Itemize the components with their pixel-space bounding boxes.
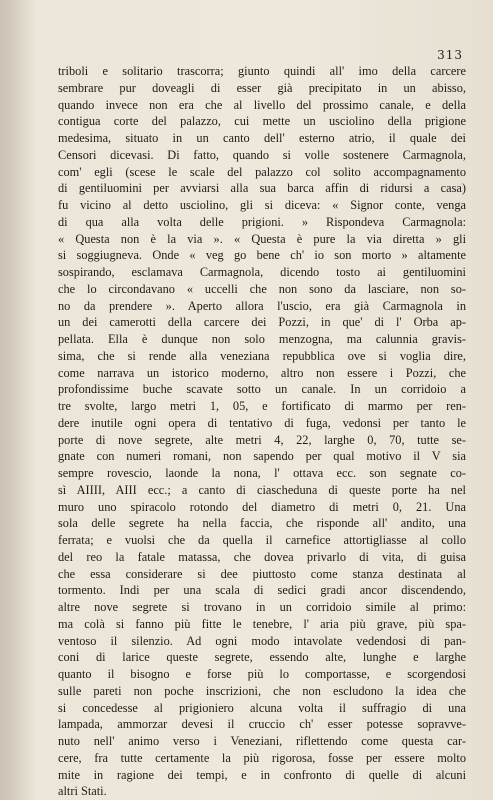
text-line: porte di nove segrete, alte metri 4, 22, larghe 0, 70, tutte se-	[58, 432, 466, 447]
text-line: muro uno spiracolo rotondo del diametro di metri 0, 21. Una	[58, 499, 466, 514]
text-line: altre nove segrete si trovano in un corridoio simile al primo:	[58, 600, 466, 614]
text-line: come narrava un istorico moderno, altro non essere i Pozzi, che	[58, 365, 466, 380]
text-line: che essa considerare si dee piuttosto come stanza destinata al	[58, 566, 466, 581]
text-line: gnate con numeri romani, non sapendo per qual motivo il V sia	[58, 449, 466, 464]
text-line: dere inutile ogni opera di tentativo di fuga, vedonsi per tanto le	[58, 415, 466, 430]
page-number: 313	[437, 48, 463, 62]
text-line: ferrata; e vuolsi che da quella il carnefice attortigliasse al collo	[58, 533, 466, 547]
text-line: « Questa non è la via ». « Questa è pure la via diretta » gli	[58, 231, 466, 246]
text-line: si concedesse al prigioniero alcuna volta il suffragio di una	[58, 700, 466, 715]
text-line: medesima, situato in un canto dell' esterno atrio, il quale dei	[58, 131, 466, 145]
text-line: pellata. Ella è dunque non solo menzogna, ma calunnia gravis-	[58, 332, 466, 346]
text-line: tre svolte, largo metri 1, 05, e fortificato di marmo per ren-	[58, 399, 466, 413]
text-line: tormento. Indi per una scala di sedici gradi ancor discendendo,	[58, 583, 466, 598]
text-line: mite in ragione dei tempi, e in confronto di quelle di alcuni	[58, 767, 466, 782]
text-line: sembrare pur doveagli di esser già precipitato in un abisso,	[58, 80, 466, 95]
page-gutter-shadow	[0, 0, 36, 800]
text-line: no da prendere ». Aperto allora l'uscio, era già Carmagnola in	[58, 298, 466, 313]
text-line: un dei camerotti della carcere dei Pozzi, in que' di l' Orba ap-	[58, 315, 466, 330]
text-line: sulle pareti non poche inscrizioni, che non escludono la idea che	[58, 683, 466, 698]
body-text	[58, 63, 466, 800]
text-line: nuto nell' animo verso i Veneziani, riflettendo come questa car-	[58, 734, 466, 748]
text-line: ventoso il silenzio. Ad ogni modo intavolate vedendosi di pan-	[58, 633, 466, 648]
text-line: che lo circondavano « uccelli che non sono da lasciare, non so-	[58, 281, 466, 296]
text-line: sola delle segrete ha nella faccia, che risponde all' andito, una	[58, 516, 466, 531]
text-line: profondissime buche scavate sotto un canale. In un corridoio a	[58, 382, 466, 397]
text-line: di qua alla volta delle prigioni. » Rispondeva Carmagnola:	[58, 214, 466, 229]
text-line: quando invece non era che al livello del prossimo canale, e della	[58, 97, 466, 112]
text-line: coni di larice queste segrete, essendo alte, lunghe e larghe	[58, 650, 466, 665]
text-line: triboli e solitario trascorra; giunto quindi all' imo della carcere	[58, 64, 466, 78]
text-line: fu vicino al detto usciolino, gli si diceva: « Signor conte, venga	[58, 198, 466, 212]
text-line: di gentiluomini per avviarsi alla sua barca affin di ridursi a casa)	[58, 181, 466, 196]
text-line: sì AIIII, AIII ecc.; a canto di ciascheduna di queste porte ha nel	[58, 482, 466, 497]
text-line: Censori dicevasi. Di fatto, quando si volle sostenere Carmagnola,	[58, 147, 466, 162]
text-line: del reo la fatale matassa, che dovea privarlo di vita, di guisa	[58, 549, 466, 564]
text-line: altri Stati.	[58, 784, 107, 799]
text-line: contigua corte del palazzo, cui mette un usciolino della prigione	[58, 114, 466, 129]
text-line: sempre rovescio, laonde la nona, l' ottava ecc. son segnate co-	[58, 466, 466, 480]
text-line: ma colà si fanno più fitte le tenebre, l' aria più grave, più spa-	[58, 616, 466, 631]
text-line: sima, che si rende alla veneziana repubblica ove si voglia dire,	[58, 348, 466, 363]
text-line: com' egli (scese le scale del palazzo col solito accompagnamento	[58, 164, 466, 179]
text-line: cere, fra tutte certamente la più rigorosa, fosse per essere molto	[58, 750, 466, 765]
text-line: si soggiugneva. Onde « veg go bene ch' io son morto » altamente	[58, 248, 466, 263]
text-line: lampada, ammorzar devesi il cruccio ch' esser potesse sopravve-	[58, 717, 466, 732]
text-line: quanto il bisogno e forse più lo comportasse, e scorgendosi	[58, 667, 466, 681]
text-line: sospirando, esclamava Carmagnola, dicendo tosto ai gentiluomini	[58, 265, 466, 279]
